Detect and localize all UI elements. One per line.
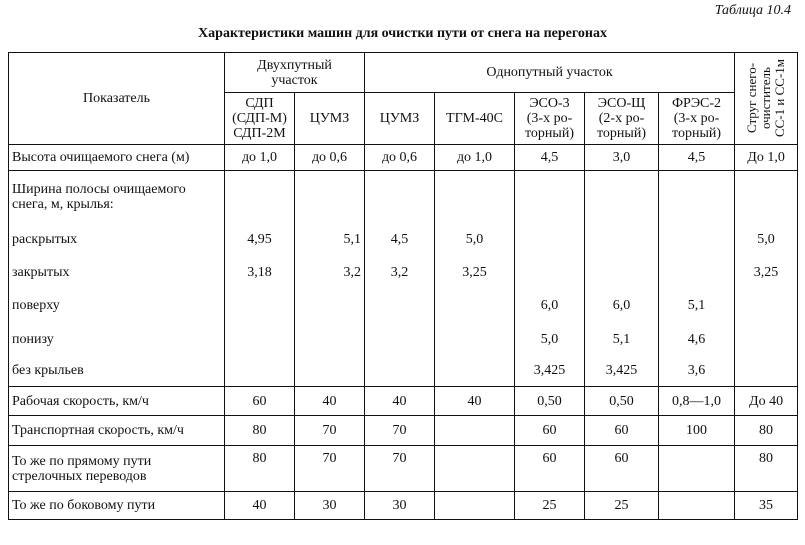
cell — [295, 356, 365, 387]
cell: 0,50 — [585, 387, 659, 416]
cell: до 1,0 — [225, 145, 295, 171]
cell: 60 — [585, 416, 659, 446]
cell: 30 — [365, 492, 435, 520]
header-col-3: ЦУМЗ — [365, 93, 435, 145]
cell: 60 — [515, 446, 585, 492]
row-label: То же по боковому пути — [9, 492, 225, 520]
cell — [659, 446, 735, 492]
cell: 3,425 — [585, 356, 659, 387]
cell: 40 — [435, 387, 515, 416]
cell — [365, 289, 435, 323]
cell: 3,0 — [585, 145, 659, 171]
cell: 3,25 — [435, 256, 515, 289]
cell: 80 — [735, 446, 798, 492]
cell — [515, 256, 585, 289]
row-side-track — [9, 492, 798, 520]
cell: 60 — [225, 387, 295, 416]
cell: 5,1 — [585, 323, 659, 356]
cell — [435, 416, 515, 446]
cell: 0,50 — [515, 387, 585, 416]
cell: 4,5 — [365, 223, 435, 256]
row-label: понизу — [9, 323, 225, 356]
cell: 60 — [515, 416, 585, 446]
cell — [225, 171, 295, 223]
cell: 5,1 — [659, 289, 735, 323]
cell: 70 — [365, 446, 435, 492]
row-height — [9, 145, 798, 171]
header-col-4: ТГМ-40С — [435, 93, 515, 145]
snow-machines-table — [8, 52, 798, 520]
row-bottom — [9, 323, 798, 356]
cell: 5,0 — [735, 223, 798, 256]
cell — [225, 289, 295, 323]
cell — [225, 323, 295, 356]
cell — [735, 171, 798, 223]
cell — [659, 256, 735, 289]
cell: до 0,6 — [295, 145, 365, 171]
cell: 40 — [295, 387, 365, 416]
cell — [735, 289, 798, 323]
cell: 35 — [735, 492, 798, 520]
cell: 3,18 — [225, 256, 295, 289]
cell — [365, 171, 435, 223]
cell — [435, 492, 515, 520]
cell: 70 — [295, 416, 365, 446]
cell — [435, 171, 515, 223]
row-label: Ширина полосы очищаемого снега, м, крылья: — [9, 171, 225, 223]
cell: 5,0 — [435, 223, 515, 256]
cell — [735, 356, 798, 387]
cell: 4,5 — [515, 145, 585, 171]
cell — [295, 289, 365, 323]
cell — [225, 356, 295, 387]
row-label: Высота очищаемого снега (м) — [9, 145, 225, 171]
row-label: Рабочая скорость, км/ч — [9, 387, 225, 416]
cell — [735, 323, 798, 356]
row-label: Транспортная скорость, км/ч — [9, 416, 225, 446]
row-nowings — [9, 356, 798, 387]
cell — [659, 492, 735, 520]
cell — [659, 171, 735, 223]
cell: 25 — [515, 492, 585, 520]
cell: 3,25 — [735, 256, 798, 289]
cell: 3,425 — [515, 356, 585, 387]
cell — [295, 171, 365, 223]
cell — [435, 323, 515, 356]
row-label: закрытых — [9, 256, 225, 289]
row-label: поверху — [9, 289, 225, 323]
row-closed — [9, 256, 798, 289]
header-col-2: ЦУМЗ — [295, 93, 365, 145]
cell — [365, 356, 435, 387]
cell: 60 — [585, 446, 659, 492]
header-last-col-text: Струг снего- очиститель СС-1 и СС-1м — [744, 59, 788, 138]
cell — [585, 223, 659, 256]
cell: 70 — [365, 416, 435, 446]
cell — [435, 289, 515, 323]
header-param: Показатель — [9, 53, 225, 145]
cell — [515, 223, 585, 256]
cell — [295, 323, 365, 356]
cell: 6,0 — [585, 289, 659, 323]
row-label: То же по прямому пути стрелочных переводов — [9, 446, 225, 492]
row-transport-speed — [9, 416, 798, 446]
table-title: Характеристики машин для очистки пути от снега на перегонах — [198, 26, 607, 41]
cell: 5,1 — [295, 223, 365, 256]
header-row-groups — [9, 53, 798, 93]
cell — [365, 323, 435, 356]
cell: 3,6 — [659, 356, 735, 387]
cell — [585, 171, 659, 223]
cell: 40 — [365, 387, 435, 416]
cell: 3,2 — [365, 256, 435, 289]
cell — [659, 223, 735, 256]
row-width-title — [9, 171, 798, 223]
cell: До 40 — [735, 387, 798, 416]
row-top — [9, 289, 798, 323]
cell: 4,6 — [659, 323, 735, 356]
cell: 3,2 — [295, 256, 365, 289]
header-col-1: СДП (СДП-М) СДП-2М — [225, 93, 295, 145]
row-open — [9, 223, 798, 256]
cell: до 1,0 — [435, 145, 515, 171]
cell: 100 — [659, 416, 735, 446]
header-col-5: ЭСО-3 (3-х ро- торный) — [515, 93, 585, 145]
cell: 40 — [225, 492, 295, 520]
header-col-7: ФРЭС-2 (3-х ро- торный) — [659, 93, 735, 145]
cell — [585, 256, 659, 289]
cell — [435, 446, 515, 492]
header-col-6: ЭСО-Щ (2-х ро- торный) — [585, 93, 659, 145]
row-label: без крыльев — [9, 356, 225, 387]
row-work-speed — [9, 387, 798, 416]
cell: 80 — [225, 446, 295, 492]
header-group-single: Однопутный участок — [365, 53, 735, 93]
cell: До 1,0 — [735, 145, 798, 171]
cell: 70 — [295, 446, 365, 492]
cell: 80 — [225, 416, 295, 446]
cell: 4,5 — [659, 145, 735, 171]
header-last-col — [735, 53, 798, 145]
cell — [435, 356, 515, 387]
row-label: раскрытых — [9, 223, 225, 256]
cell: 25 — [585, 492, 659, 520]
cell: 0,8—1,0 — [659, 387, 735, 416]
row-straight-track — [9, 446, 798, 492]
cell: 6,0 — [515, 289, 585, 323]
cell: 5,0 — [515, 323, 585, 356]
cell: 4,95 — [225, 223, 295, 256]
header-group-double: Двухпутный участок — [225, 53, 365, 93]
cell: 80 — [735, 416, 798, 446]
cell — [515, 171, 585, 223]
cell: до 0,6 — [365, 145, 435, 171]
table-number: Таблица 10.4 — [714, 3, 791, 18]
cell: 30 — [295, 492, 365, 520]
